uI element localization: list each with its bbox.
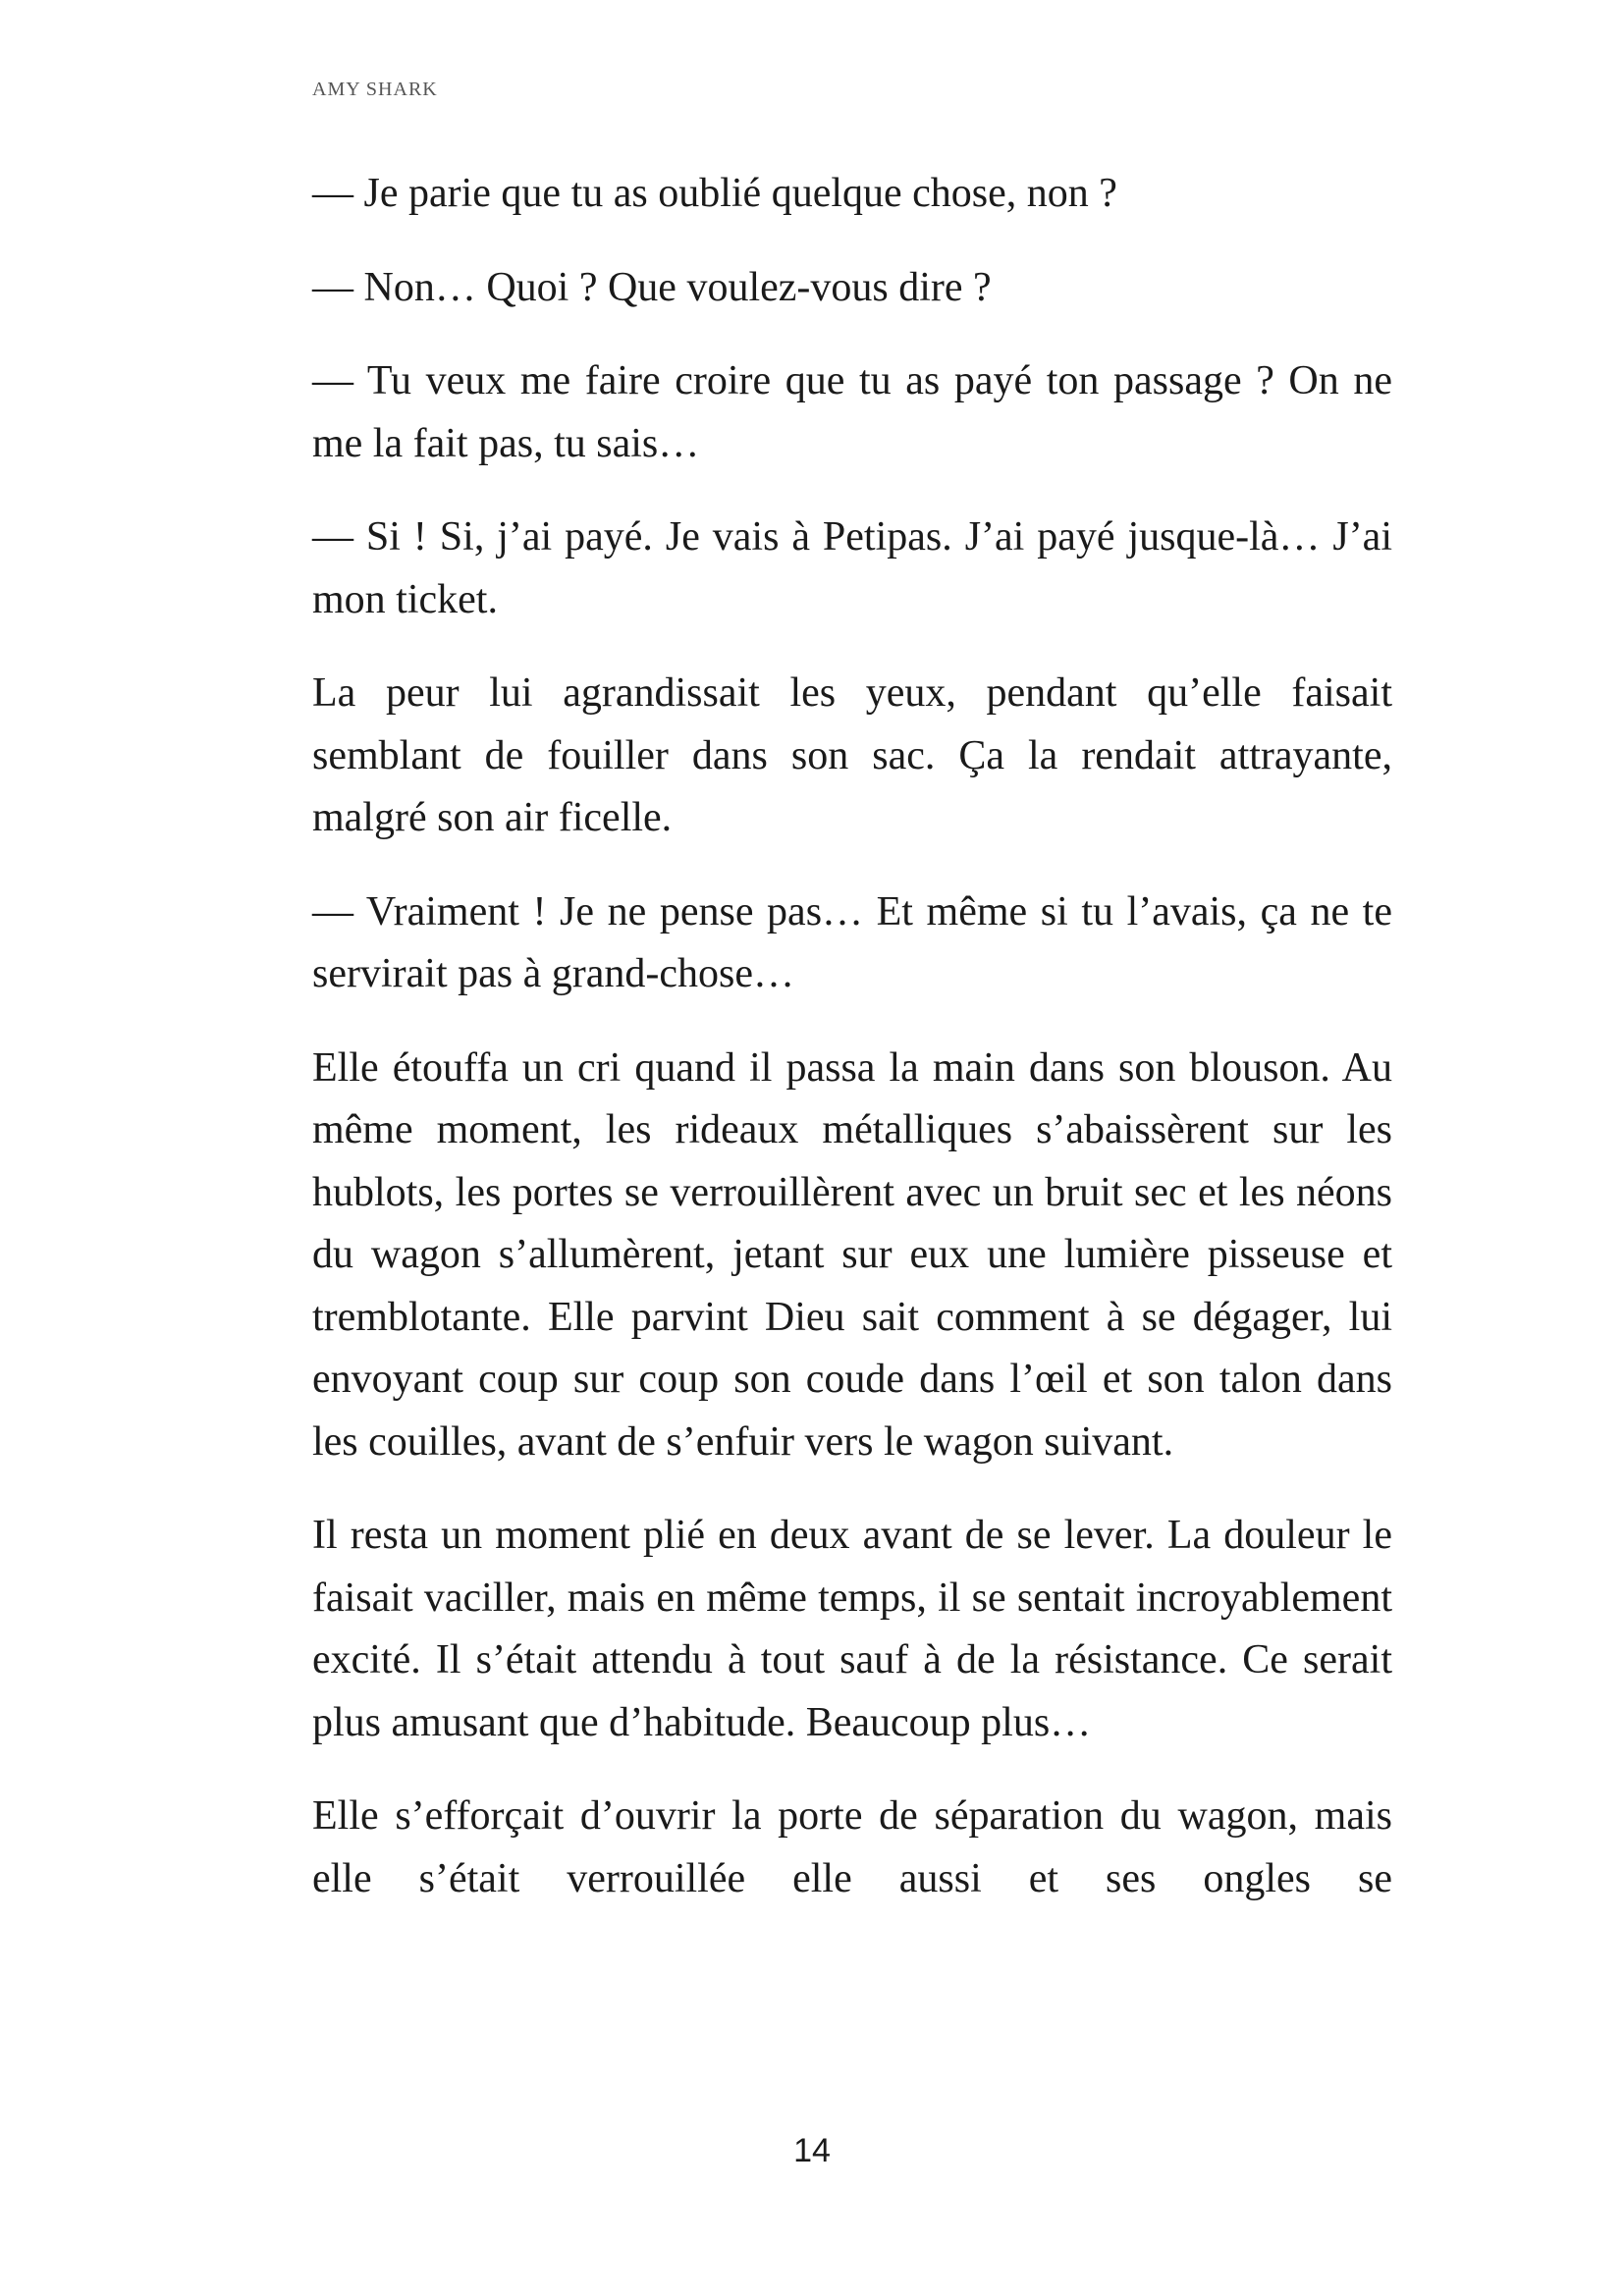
paragraph: — Tu veux me faire croire que tu as payé ton passage ? On ne me la fait pas, tu sais… <box>312 358 1392 466</box>
paragraph: — Si ! Si, j’ai payé. Je vais à Petipas. J’ai payé jusque-là… J’ai mon ticket. <box>312 514 1392 622</box>
paragraph: Il resta un moment plié en deux avant de se lever. La douleur le faisait vaciller, mais en même temps, il se sentait incroyablement excité. Il s’était attendu à tout sauf à de la résistance. Ce serait plus amusant que d’habitude. Beaucoup plus… <box>312 1513 1392 1745</box>
paragraph: — Non… Quoi ? Que voulez-vous dire ? <box>312 264 992 310</box>
paragraph: Elle s’efforçait d’ouvrir la porte de séparation du wagon, mais elle s’était verrouillée elle aussi et ses ongles se <box>312 1793 1392 1901</box>
paragraph: La peur lui agrandissait les yeux, pendant qu’elle faisait semblant de fouiller dans son sac. Ça la rendait attrayante, malgré son air ficelle. <box>312 670 1392 840</box>
paragraph: — Vraiment ! Je ne pense pas… Et même si tu l’avais, ça ne te servirait pas à grand-chose… <box>312 888 1392 996</box>
running-header: AMY SHARK <box>312 79 438 100</box>
body-text <box>312 163 1392 1942</box>
paragraph: Elle étouffa un cri quand il passa la main dans son blouson. Au même moment, les rideaux métalliques s’abaissèrent sur les hublots, les portes se verrouillèrent avec un bruit sec et les néons du wagon s’allumèrent, jetant sur eux une lumière pisseuse et tremblotante. Elle parvint Dieu sait comment à se dégager, lui envoyant coup sur coup son coude dans l’œil et son talon dans les couilles, avant de s’enfuir vers le wagon suivant. <box>312 1044 1392 1465</box>
paragraph: — Je parie que tu as oublié quelque chose, non ? <box>312 171 1117 216</box>
page-number: 14 <box>793 2132 831 2169</box>
